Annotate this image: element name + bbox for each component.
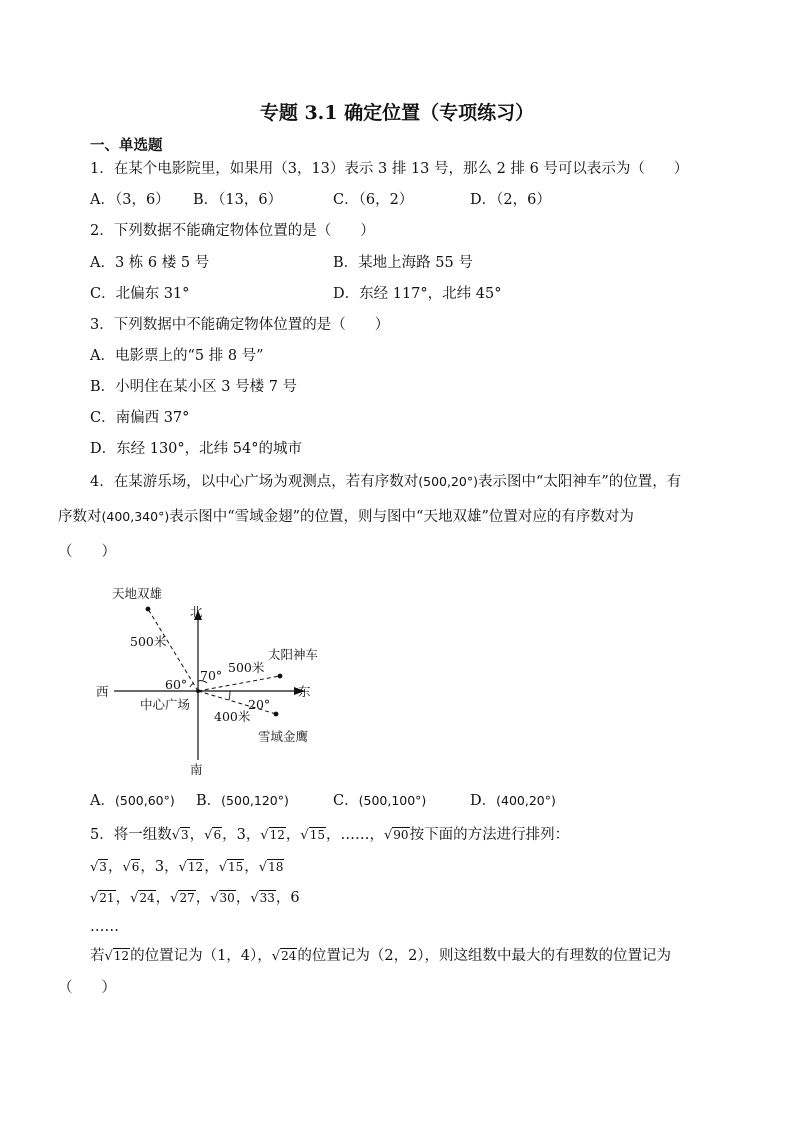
- q4-option-d-label: D．: [470, 793, 497, 809]
- q5-sqrt-15: √15: [300, 828, 325, 843]
- q5-cond-sqrt-12: √12: [104, 949, 130, 964]
- row1-item-2: √6: [122, 860, 140, 875]
- q1-option-c: C．（6，2）: [333, 192, 414, 208]
- row-radicand: 3: [99, 860, 107, 874]
- q1-option-b: B．（13，6）: [193, 192, 283, 208]
- point-tiandi: [146, 607, 151, 612]
- q5-sqrt-12: √12: [260, 828, 285, 843]
- q4-line2-pre: 序数对: [58, 509, 102, 525]
- q4-option-d-value: (400,20°): [496, 793, 556, 808]
- row2-item-2: √24: [130, 891, 155, 906]
- label-xueyu: 雪域金鹰: [258, 729, 309, 744]
- q5-radicand: 15: [309, 828, 325, 842]
- q1-stem: 1．在某个电影院里，如果用（3，13）表示 3 排 13 号，那么 2 排 6 号可以表示为（ ）: [90, 161, 689, 177]
- q5-sqrt-6: √6: [204, 828, 222, 843]
- label-west: 西: [96, 684, 109, 699]
- label-dist-xueyu: 400米: [214, 709, 251, 724]
- q4-line2-post: 表示图中“雪域金翅”的位置，则与图中“天地双雄”位置对应的有序数对为: [169, 509, 634, 525]
- q4-option-a-label: A．: [90, 793, 115, 809]
- page-title: 专题 3.1 确定位置（专项练习）: [259, 102, 535, 124]
- q5-cond-mid2: 的位置记为（2，2），则这组数中最大的有理数的位置记为: [297, 948, 672, 964]
- q5-cond-sqrt-24: √24: [271, 949, 297, 964]
- q4-stem-line1: [90, 472, 681, 492]
- q4-pair-taiyang: (500,20°): [418, 474, 478, 489]
- q5-stem-pre: 5．将一组数: [90, 827, 172, 843]
- q5-three: 3: [236, 827, 246, 843]
- q5-sqrt-3: √3: [171, 828, 189, 843]
- row2-item-1: √21: [90, 891, 115, 906]
- row1-item-5: √15: [218, 860, 244, 875]
- row1-item-3: 3: [154, 859, 165, 875]
- q2-option-d: D．东经 117°，北纬 45°: [333, 286, 502, 302]
- q5-paren: （ ）: [58, 980, 116, 996]
- q3-stem: 3．下列数据中不能确定物体位置的是（ ）: [90, 317, 390, 333]
- q4-direction-figure: [90, 580, 350, 780]
- row2-item-3: √27: [170, 891, 195, 906]
- cond-radicand: 24: [281, 949, 297, 963]
- q5-radicand: 90: [393, 828, 409, 842]
- q2-option-c: C．北偏东 31°: [90, 286, 190, 302]
- row-radicand: 18: [268, 860, 284, 874]
- q4-option-b: [196, 791, 289, 811]
- row-radicand: 33: [259, 891, 275, 905]
- q5-stem: 5．将一组数√3，√6，3，√12，√15，……，√90按下面的方法进行排列：: [90, 825, 569, 846]
- row2-item-6: 6: [290, 890, 300, 906]
- q5-stem-post: 按下面的方法进行排列：: [409, 827, 570, 843]
- q5-ellipsis: ……: [340, 827, 370, 843]
- point-taiyang: [278, 674, 283, 679]
- row2-item-5: √33: [250, 891, 275, 906]
- q4-option-b-value: (500,120°): [221, 793, 289, 808]
- q4-option-a: [90, 791, 175, 811]
- label-angle-70: 70°: [200, 668, 223, 683]
- q5-cond-mid1: 的位置记为（1，4），: [130, 948, 272, 964]
- label-north: 北: [190, 604, 203, 619]
- row-radicand: 27: [179, 891, 195, 905]
- label-dist-taiyang: 500米: [228, 660, 265, 675]
- q4-option-d: [470, 791, 556, 811]
- q4-option-c-value: (500,100°): [358, 793, 427, 808]
- label-south: 南: [190, 762, 203, 777]
- q4-option-a-value: (500,60°): [114, 793, 175, 808]
- row-radicand: 24: [139, 891, 155, 905]
- row-radicand: 30: [219, 891, 235, 905]
- label-center: 中心广场: [140, 697, 191, 712]
- q5-sqrt-90: √90: [384, 828, 409, 843]
- q5-dots: ……: [90, 919, 119, 935]
- q4-option-b-label: B．: [196, 793, 222, 809]
- row-radicand: 12: [187, 860, 204, 874]
- q5-radicand: 6: [213, 828, 222, 842]
- point-center: [196, 689, 200, 693]
- q5-cond-pre: 若: [90, 948, 105, 964]
- q5-radicand: 3: [181, 828, 189, 842]
- q2-option-a: A．3 栋 6 楼 5 号: [90, 255, 210, 271]
- row2-item-4: √30: [210, 891, 235, 906]
- row-radicand: 15: [227, 860, 244, 874]
- q4-pair-xueyu: (400,340°): [101, 509, 170, 524]
- section-heading: 一、单选题: [90, 137, 163, 154]
- label-tiandi: 天地双雄: [112, 586, 163, 601]
- q5-row-2: √21，√24，√27，√30，√33，6: [90, 888, 300, 909]
- q4-option-c-label: C．: [333, 793, 359, 809]
- q4-stem-line2: [58, 507, 634, 527]
- q4-line1-post: 表示图中“太阳神车”的位置，有: [477, 474, 682, 490]
- row-radicand: 6: [131, 860, 140, 874]
- q2-option-b: B．某地上海路 55 号: [333, 255, 473, 271]
- q5-row-1: √3，√6，3，√12，√15，√18: [90, 857, 284, 878]
- q5-radicand: 12: [269, 828, 285, 842]
- q4-paren: （ ）: [58, 544, 116, 560]
- q4-option-c: [333, 791, 426, 811]
- q1-option-a: A．（3，6）: [90, 192, 170, 208]
- cond-radicand: 12: [113, 949, 130, 963]
- q5-condition: [90, 946, 671, 967]
- q3-option-d: D．东经 130°，北纬 54°的城市: [90, 441, 302, 457]
- row1-item-6: √18: [258, 860, 284, 875]
- q3-option-c: C．南偏西 37°: [90, 410, 190, 426]
- row1-item-1: √3: [90, 860, 107, 875]
- arc-60: [190, 683, 194, 687]
- label-east: 东: [298, 684, 311, 699]
- q3-option-a: A．电影票上的“5 排 8 号”: [90, 348, 264, 364]
- arc-20: [229, 691, 230, 700]
- label-dist-tiandi: 500米: [130, 634, 167, 649]
- label-angle-20: 20°: [248, 697, 271, 712]
- q4-line1-pre: 4．在某游乐场，以中心广场为观测点，若有序数对: [90, 474, 419, 490]
- label-angle-60: 60°: [165, 677, 188, 692]
- q2-stem: 2．下列数据不能确定物体位置的是（ ）: [90, 223, 375, 239]
- q1-option-d: D．（2，6）: [470, 192, 551, 208]
- label-taiyang: 太阳神车: [268, 647, 319, 662]
- row-radicand: 21: [99, 891, 115, 905]
- q3-option-b: B．小明住在某小区 3 号楼 7 号: [90, 379, 298, 395]
- point-xueyu: [274, 712, 279, 717]
- row1-item-4: √12: [178, 860, 204, 875]
